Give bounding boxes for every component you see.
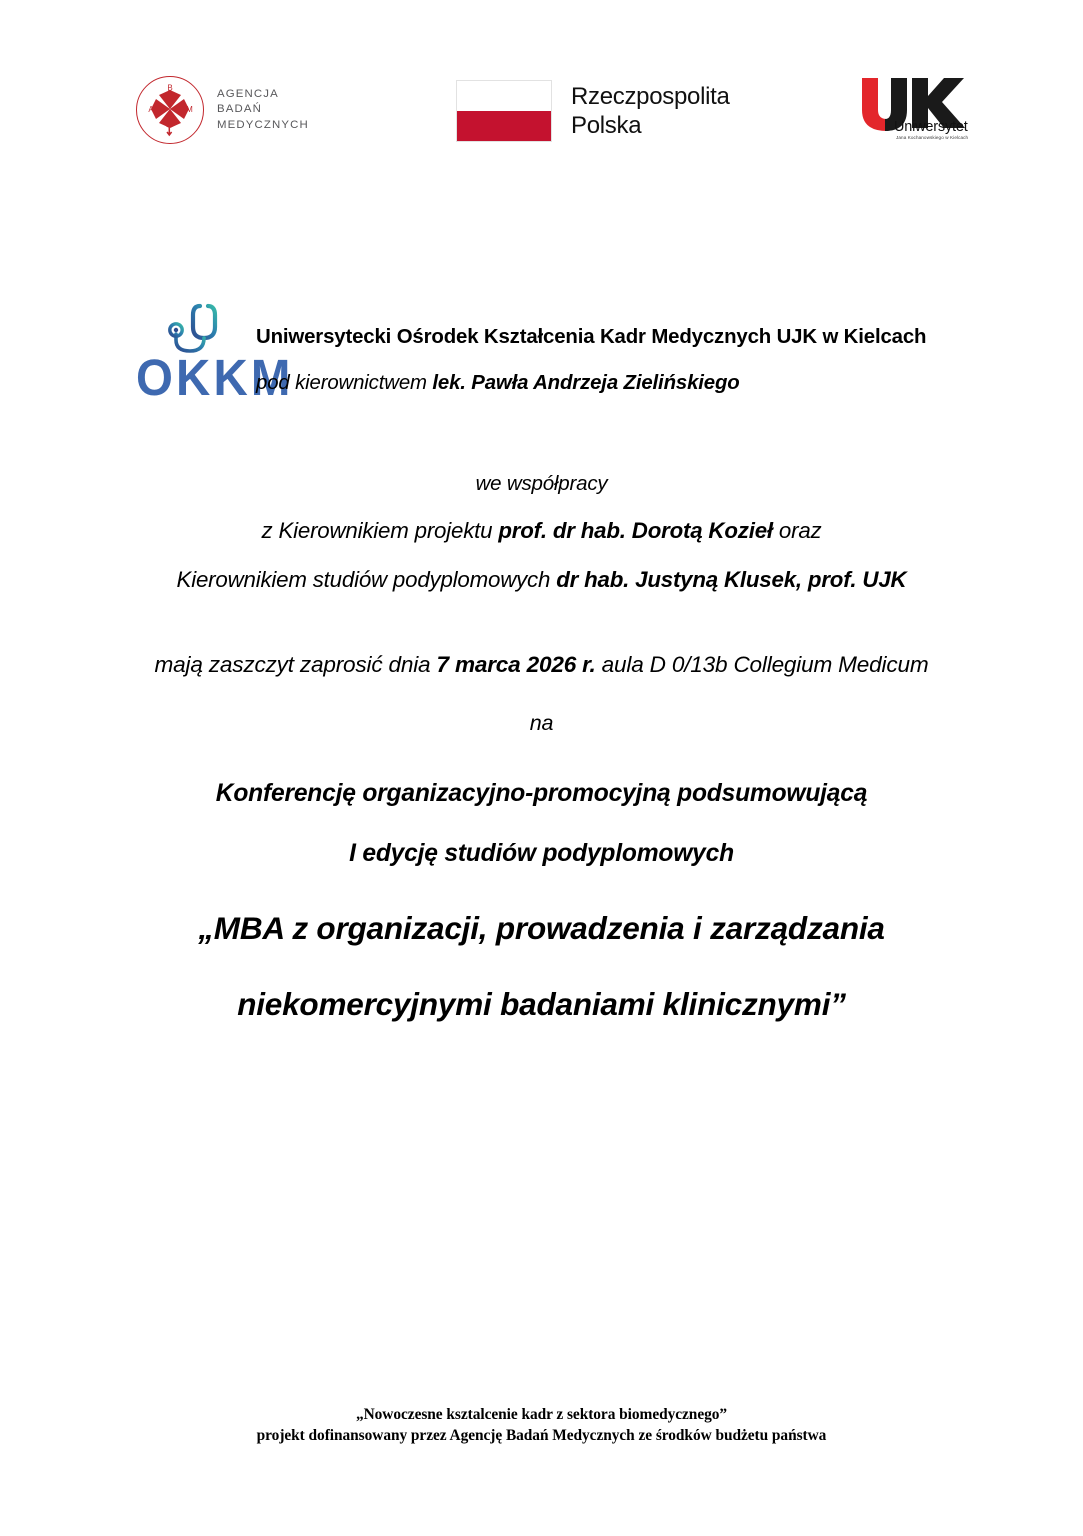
line-project-manager	[0, 517, 1083, 544]
conference-title-line-2: I edycję studiów podyplomowych	[349, 840, 734, 867]
abm-line-1: AGENCJA	[217, 88, 279, 101]
line-we-wspolpracy: we współpracy	[475, 472, 608, 495]
rzeczpospolita-wordmark	[571, 82, 730, 140]
svg-text:M: M	[186, 105, 193, 114]
logo-bar	[0, 62, 1083, 172]
invitation-date: 7 marca 2026 r.	[436, 652, 596, 677]
project-manager-prefix: z Kierownikiem projektu	[261, 518, 499, 543]
footer-funding-note	[0, 1404, 1083, 1446]
invitation-prefix: mają zaszczyt zaprosić dnia	[154, 652, 437, 677]
ujk-logo	[858, 76, 983, 148]
line-studies-manager	[0, 566, 1083, 593]
project-manager-suffix: oraz	[772, 518, 822, 543]
project-manager-name: prof. dr hab. Dorotą Kozieł	[498, 518, 773, 543]
center-leadership	[256, 370, 956, 396]
conference-title-line-1: Konferencję organizacyjno-promocyjną podsumowującą	[215, 780, 868, 807]
invitation-body	[0, 470, 1083, 1023]
rp-line-1: Rzeczpospolita	[571, 83, 730, 110]
abm-ring	[136, 76, 204, 144]
studies-manager-name: dr hab. Justyną Klusek, prof. UJK	[556, 567, 907, 592]
program-title-line-1: „MBA z organizacji, prowadzenia i zarządzania	[198, 910, 885, 946]
abm-line-3: MEDYCZNYCH	[217, 118, 309, 131]
rzeczpospolita-polska-logo	[456, 80, 730, 142]
program-title-line-2: niekomercyjnymi badaniami klinicznymi”	[237, 986, 846, 1022]
flag-red-band	[457, 111, 551, 141]
footer-line-1: „Nowoczesne ksztalcenie kadr z sektora biomedycznego”	[355, 1406, 728, 1423]
svg-text:A: A	[148, 105, 154, 114]
abm-wordmark	[217, 87, 309, 133]
flag-white-band	[457, 81, 551, 111]
okkm-header-block	[136, 300, 956, 410]
line-na: na	[529, 711, 554, 735]
abm-line-2: BADAŃ	[217, 103, 262, 116]
agencja-badan-medycznych-logo	[136, 76, 309, 144]
okkm-text-lines	[256, 324, 956, 396]
ujk-subtitle: Uniwersytet	[894, 119, 968, 135]
svg-text:B: B	[167, 83, 173, 93]
studies-manager-prefix: Kierownikiem studiów podyplomowych	[176, 567, 557, 592]
leadership-prefix: pod kierownictwem	[256, 372, 433, 394]
invitation-venue: aula D 0/13b Collegium Medicum	[595, 652, 929, 677]
okkm-wordmark: OKKM	[136, 349, 294, 406]
okkm-logo	[136, 300, 294, 406]
footer-line-2: projekt dofinansowany przez Agencję Badań Medycznych ze środków budżetu państwa	[256, 1427, 827, 1444]
abm-maltese-cross-icon	[136, 76, 204, 144]
rp-line-2: Polska	[571, 112, 642, 139]
ujk-subtitle-small: Jana Kochanowskiego w Kielcach	[896, 135, 969, 141]
line-invitation-date	[0, 651, 1083, 678]
polish-flag-icon	[456, 80, 552, 142]
leadership-name: lek. Pawła Andrzeja Zielińskiego	[432, 372, 740, 394]
center-title: Uniwersytecki Ośrodek Kształcenia Kadr Medycznych UJK w Kielcach	[256, 326, 927, 348]
